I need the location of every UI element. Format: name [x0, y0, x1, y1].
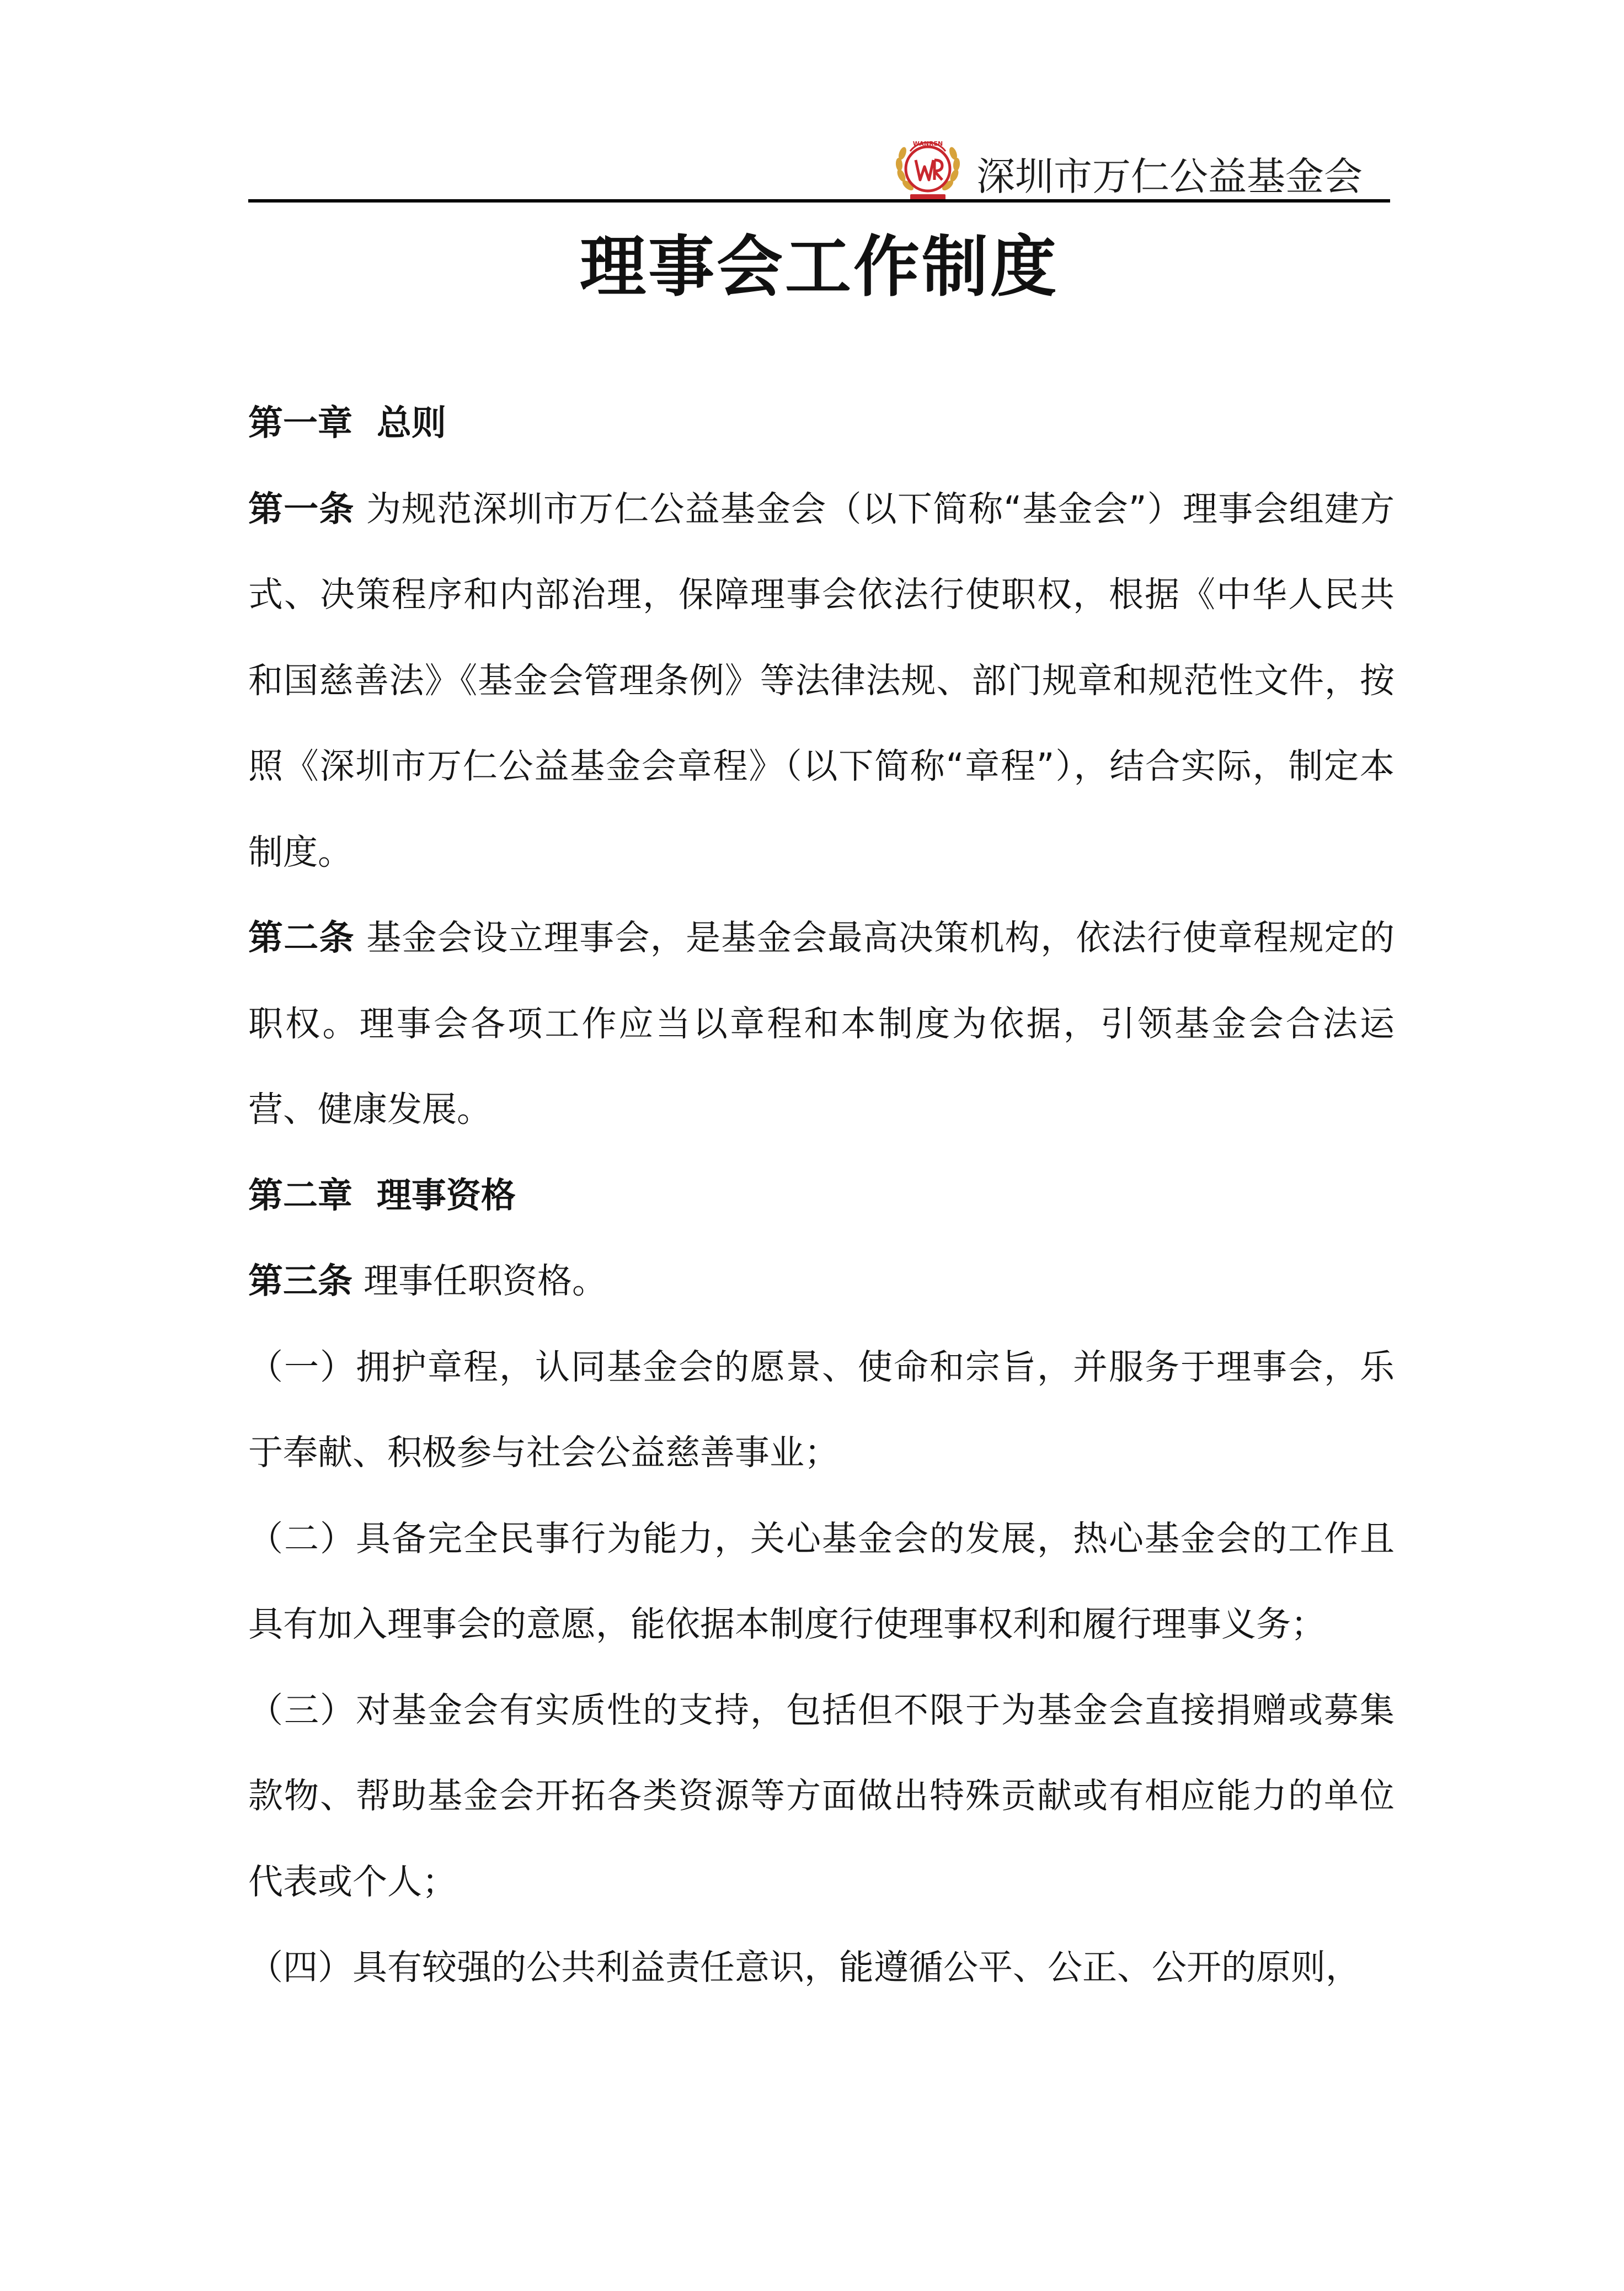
chapter-1-title: 第一章 总则 — [248, 403, 446, 443]
svg-text:WANREN: WANREN — [912, 140, 943, 147]
article-3-text: 理事任职资格。 — [352, 1261, 607, 1301]
document-body — [248, 380, 1395, 2011]
list-item: （三）对基金会有实质性的支持，包括但不限于为基金会直接捐赠或募集款物、帮助基金会开拓各类资源等方面做出特殊贡献或有相应能力的单位代表或个人； — [248, 1690, 1395, 1902]
chapter-heading — [248, 1153, 1395, 1239]
article-1-label: 第一条 — [248, 488, 355, 529]
list-item: （二）具备完全民事行为能力，关心基金会的发展，热心基金会的工作且具有加入理事会的意愿，能依据本制度行使理事权利和履行理事义务； — [248, 1518, 1395, 1644]
page-header — [248, 132, 1390, 199]
article-paragraph — [248, 895, 1395, 1153]
header-divider — [248, 199, 1390, 203]
list-item: （一）拥护章程，认同基金会的愿景、使命和宗旨，并服务于理事会，乐于奉献、积极参与社会公益慈善事业； — [248, 1346, 1395, 1473]
article-2-label: 第二条 — [248, 918, 355, 958]
article-1-text: 为规范深圳市万仁公益基金会（以下简称“基金会”）理事会组建方式、决策程序和内部治理，保障理事会依法行使职权，根据《中华人民共和国慈善法》《基金会管理条例》等法律法规、部门规章和规范性文件，按照《深圳市万仁公益基金会章程》（以下简称“章程”），结合实际，制定本制度。 — [248, 488, 1395, 872]
list-item: （四）具有较强的公共利益责任意识，能遵循公平、公正、公开的原则， — [248, 1947, 1360, 1988]
header-org-name: 深圳市万仁公益基金会 — [976, 154, 1363, 199]
article-paragraph — [248, 1238, 1395, 1324]
document-title: 理事会工作制度 — [580, 229, 1059, 306]
foundation-logo-icon — [889, 132, 966, 210]
chapter-heading — [248, 380, 1395, 466]
article-paragraph — [248, 466, 1395, 896]
article-3-label: 第三条 — [248, 1261, 352, 1301]
article-2-text: 基金会设立理事会，是基金会最高决策机构，依法行使章程规定的职权。理事会各项工作应当以章程和本制度为依据，引领基金会合法运营、健康发展。 — [248, 918, 1395, 1129]
chapter-2-title: 第二章 理事资格 — [248, 1175, 516, 1216]
